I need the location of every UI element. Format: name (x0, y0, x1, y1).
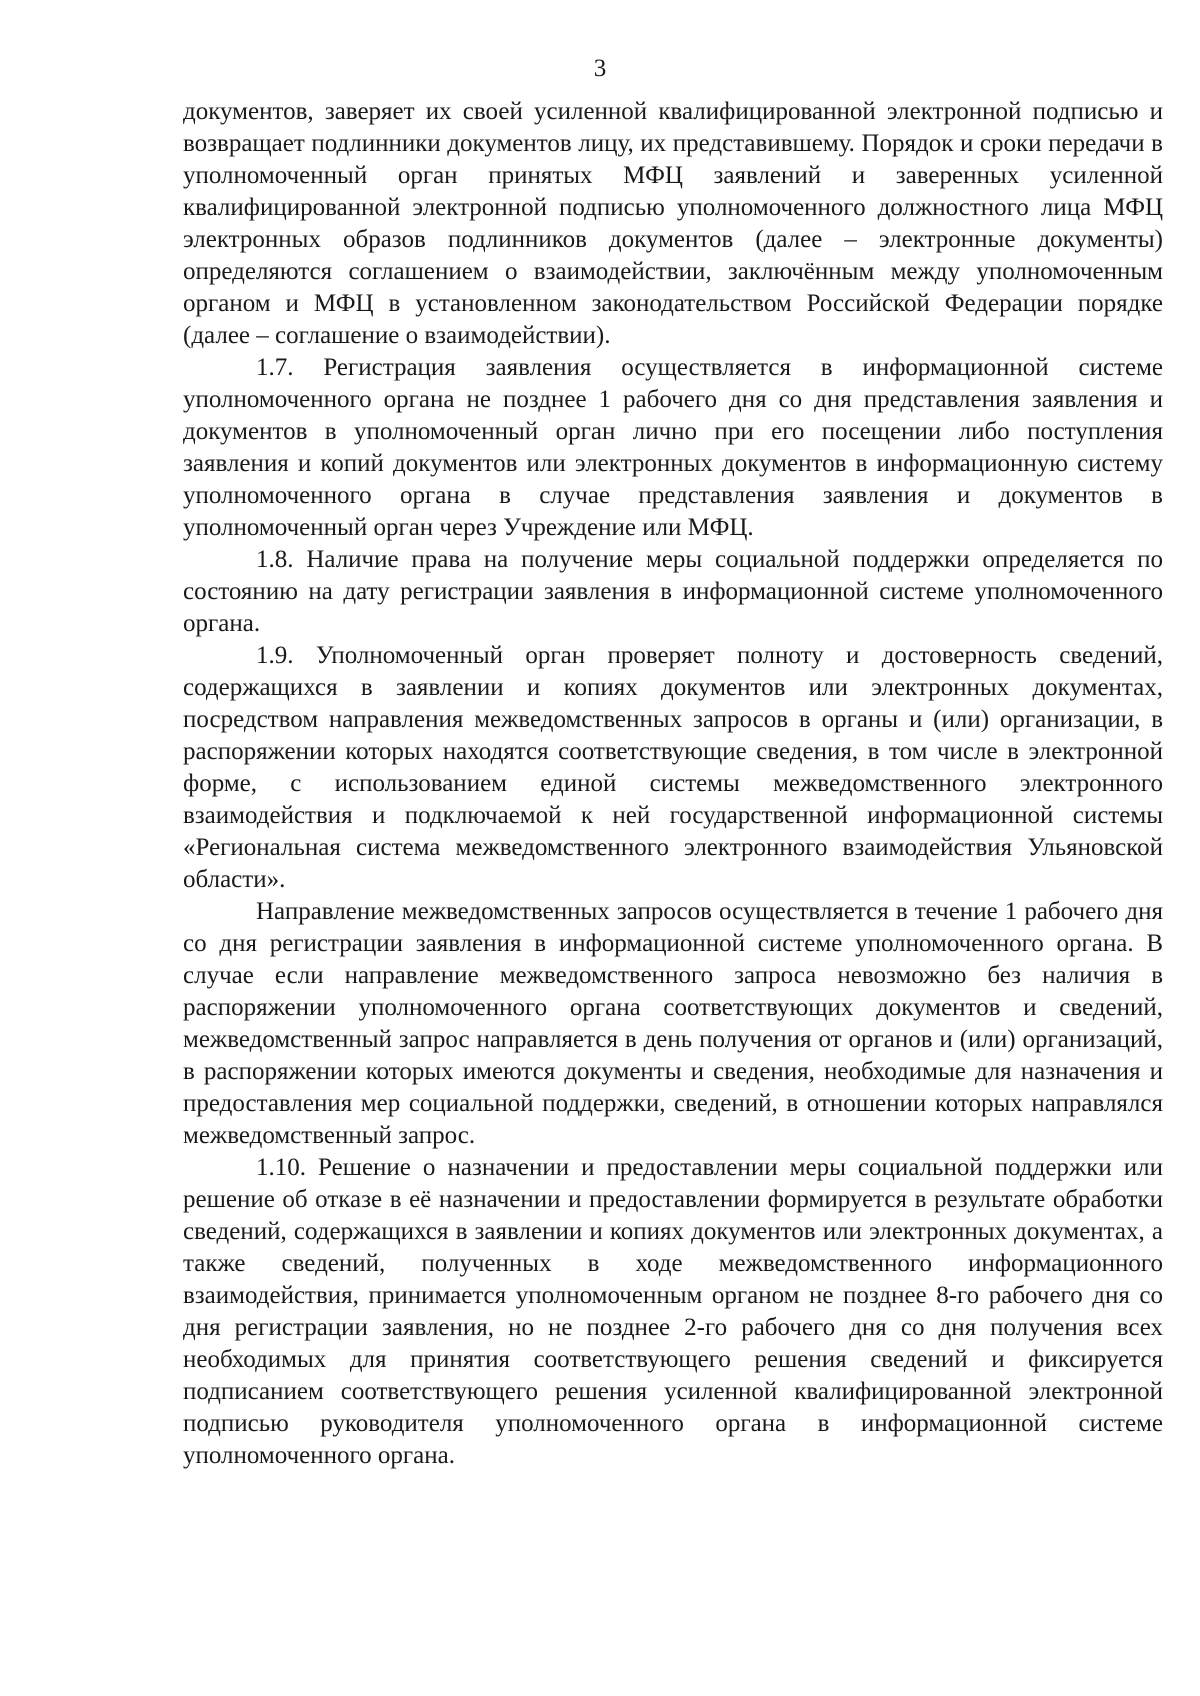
paragraph-1-10: 1.10. Решение о назначении и предоставлении меры социальной поддержки или решение об отказе в её назначении и предоставлении формируется в результате обработки сведений, содержащихся в заявлении и копиях документов или электронных документах, а также сведений, полученных в ходе межведомственного информационного взаимодействия, принимается уполномоченным органом не позднее 8-го рабочего дня со дня регистрации заявления, но не позднее 2-го рабочего дня со дня получения всех необходимых для принятия соответствующего решения сведений и фиксируется подписанием соответствующего решения усиленной квалифицированной электронной подписью руководителя уполномоченного органа в информационной системе уполномоченного органа. (183, 1154, 1163, 1469)
paragraph-1-9: 1.9. Уполномоченный орган проверяет полноту и достоверность сведений, содержащихся в заявлении и копиях документов или электронных документах, посредством направления межведомственных запросов в органы и (или) организации, в распоряжении которых находятся соответствующие сведения, в том числе в электронной форме, с использованием единой системы межведомственного электронного взаимодействия и подключаемой к ней государственной информационной системы «Региональная система межведомственного электронного взаимодействия Ульяновской области». (183, 642, 1163, 893)
paragraph-1-7: 1.7. Регистрация заявления осуществляется в информационной системе уполномоченного органа не позднее 1 рабочего дня со дня представления заявления и документов в уполномоченный орган лично при его посещении либо поступления заявления и копий документов или электронных документов в информационную систему уполномоченного органа в случае представления заявления и документов в уполномоченный орган через Учреждение или МФЦ. (183, 354, 1163, 541)
paragraph-continuation: документов, заверяет их своей усиленной квалифицированной электронной подписью и возвращает подлинники документов лицу, их представившему. Порядок и сроки передачи в уполномоченный орган принятых МФЦ заявлений и заверенных усиленной квалифицированной электронной подписью уполномоченного должностного лица МФЦ электронных образов подлинников документов (далее – электронные документы) определяются соглашением о взаимодействии, заключённым между уполномоченным органом и МФЦ в установленном законодательством Российской Федерации порядке (далее – соглашение о взаимодействии). (183, 98, 1163, 349)
document-body (183, 96, 1163, 1472)
page-number: 3 (593, 55, 607, 82)
paragraph-interagency-requests: Направление межведомственных запросов осуществляется в течение 1 рабочего дня со дня регистрации заявления в информационной системе уполномоченного органа. В случае если направление межведомственного запроса невозможно без наличия в распоряжении уполномоченного органа соответствующих документов и сведений, межведомственный запрос направляется в день получения от органов и (или) организаций, в распоряжении которых имеются документы и сведения, необходимые для назначения и предоставления мер социальной поддержки, сведений, в отношении которых направлялся межведомственный запрос. (183, 898, 1163, 1149)
paragraph-1-8: 1.8. Наличие права на получение меры социальной поддержки определяется по состоянию на дату регистрации заявления в информационной системе уполномоченного органа. (183, 546, 1163, 637)
